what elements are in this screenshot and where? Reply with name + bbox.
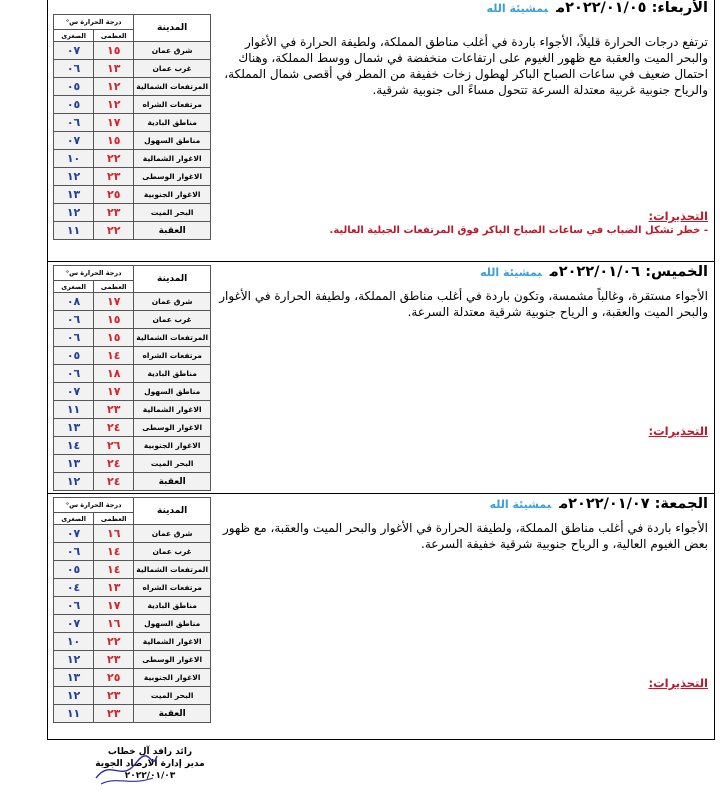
table-row (54, 222, 211, 240)
max-temp-cell: ٢٤ (94, 455, 134, 473)
table-row (54, 347, 211, 365)
table-row (54, 311, 211, 329)
min-temp-cell: ٠٤ (54, 579, 94, 597)
city-cell: مناطق البادية (134, 365, 211, 383)
city-cell: مناطق السهول (134, 383, 211, 401)
max-temp-cell: ٢٤ (94, 419, 134, 437)
header-temp: درجة الحرارة س° (54, 266, 134, 281)
table-row (54, 329, 211, 347)
max-temp-cell: ٢٣ (94, 705, 134, 723)
min-temp-cell: ٠٧ (54, 132, 94, 150)
signature-name: رائد رافد آل خطاب (107, 747, 193, 757)
min-temp-cell: ٠٦ (54, 329, 94, 347)
max-temp-cell: ١٥ (94, 132, 134, 150)
table-row (54, 615, 211, 633)
signature-title: مدير إدارة الارصاد الجوية (95, 759, 205, 769)
max-temp-cell: ١٦ (94, 525, 134, 543)
max-temp-cell: ١٧ (94, 114, 134, 132)
city-cell: الاغوار الجنوبية (134, 437, 211, 455)
max-temp-cell: ٢٣ (94, 687, 134, 705)
min-temp-cell: ١٣ (54, 455, 94, 473)
min-temp-cell: ٠٥ (54, 96, 94, 114)
inshallah-label: بمشيئة الله (489, 498, 552, 511)
city-cell: الاغوار الوسطى (134, 168, 211, 186)
inshallah-label: بمشيئة الله (486, 2, 549, 15)
min-temp-cell: ٠٦ (54, 311, 94, 329)
max-temp-cell: ١٣ (94, 579, 134, 597)
day-date: الخميس: ٢٠٢٢/٠١/٠٦م (549, 264, 708, 280)
city-cell: الاغوار الجنوبية (134, 669, 211, 687)
header-city: المدينة (134, 266, 211, 293)
city-cell: المرتفعات الشمالية (134, 561, 211, 579)
header-max: العظمى (94, 513, 134, 525)
day-heading (216, 496, 708, 512)
min-temp-cell: ١٣ (54, 419, 94, 437)
min-temp-cell: ٠٥ (54, 561, 94, 579)
min-temp-cell: ٠٧ (54, 615, 94, 633)
forecast-paragraph: الأجواء مستقرة، وغالباً مشمسة، وتكون باردة في أغلب مناطق المملكة، ولطيفة الحرارة في الأغوار والبحر الميت والعقبة، و الرياح جنوبية شرقية معتدلة السرعة. (219, 289, 708, 319)
city-cell: الاغوار الجنوبية (134, 186, 211, 204)
min-temp-cell: ١٢ (54, 473, 94, 491)
warnings-text: - خطر تشكل الضباب في ساعات الصباح الباكر فوق المرتفعات الجبلية العالية. (329, 225, 708, 236)
min-temp-cell: ١٢ (54, 168, 94, 186)
min-temp-cell: ١٣ (54, 186, 94, 204)
temperature-table (53, 497, 211, 723)
min-temp-cell: ٠٦ (54, 60, 94, 78)
header-city: المدينة (134, 15, 211, 42)
max-temp-cell: ٢٣ (94, 651, 134, 669)
min-temp-cell: ١١ (54, 222, 94, 240)
min-temp-cell: ١١ (54, 401, 94, 419)
min-temp-cell: ١٤ (54, 437, 94, 455)
temperature-table (53, 14, 211, 240)
city-cell: شرق عمان (134, 293, 211, 311)
city-cell: البحر الميت (134, 204, 211, 222)
city-cell: الاغوار الشمالية (134, 401, 211, 419)
table-row (54, 473, 211, 491)
max-temp-cell: ٢٤ (94, 473, 134, 491)
city-cell: الاغوار الشمالية (134, 150, 211, 168)
min-temp-cell: ٠٧ (54, 525, 94, 543)
max-temp-cell: ١٥ (94, 311, 134, 329)
min-temp-cell: ٠٧ (54, 42, 94, 60)
header-max: العظمى (94, 30, 134, 42)
forecast-paragraph: الأجواء باردة في أغلب مناطق المملكة، ولطيفة الحرارة في الأغوار والبحر الميت والعقبة، مع ظهور بعض الغيوم العالية، و الرياح جنوبية شرقية خفيفة السرعة. (222, 521, 708, 551)
table-row (54, 186, 211, 204)
table-row (54, 42, 211, 60)
city-cell: غرب عمان (134, 60, 211, 78)
max-temp-cell: ١٤ (94, 347, 134, 365)
city-cell: مرتفعات الشراه (134, 347, 211, 365)
city-cell: مرتفعات الشراه (134, 96, 211, 114)
warnings-title: التحذيرات: (648, 209, 708, 223)
table-row (54, 705, 211, 723)
table-row (54, 60, 211, 78)
table-row (54, 687, 211, 705)
signature-date: ٢٠٢٢/٠١/٠٣ (124, 771, 176, 781)
city-cell: البحر الميت (134, 687, 211, 705)
max-temp-cell: ٢٣ (94, 204, 134, 222)
day-block-1 (48, 0, 714, 262)
table-row (54, 597, 211, 615)
min-temp-cell: ١١ (54, 705, 94, 723)
max-temp-cell: ٢٢ (94, 150, 134, 168)
city-cell: العقبة (134, 705, 211, 723)
max-temp-cell: ١٧ (94, 383, 134, 401)
inshallah-label: بمشيئة الله (480, 266, 542, 279)
max-temp-cell: ٢٣ (94, 401, 134, 419)
signature-block (95, 746, 205, 782)
header-min: الصغرى (54, 281, 94, 293)
temperature-table (53, 265, 211, 491)
city-cell: غرب عمان (134, 543, 211, 561)
city-cell: غرب عمان (134, 311, 211, 329)
table-row (54, 150, 211, 168)
city-cell: الاغوار الوسطى (134, 651, 211, 669)
min-temp-cell: ١٠ (54, 633, 94, 651)
min-temp-cell: ٠٥ (54, 347, 94, 365)
max-temp-cell: ١٥ (94, 329, 134, 347)
city-cell: مناطق السهول (134, 615, 211, 633)
min-temp-cell: ٠٦ (54, 114, 94, 132)
max-temp-cell: ١٢ (94, 78, 134, 96)
max-temp-cell: ٢٦ (94, 437, 134, 455)
table-row (54, 669, 211, 687)
min-temp-cell: ٠٧ (54, 383, 94, 401)
max-temp-cell: ١٣ (94, 60, 134, 78)
city-cell: مناطق السهول (134, 132, 211, 150)
forecast-sheet (47, 0, 715, 740)
min-temp-cell: ٠٦ (54, 365, 94, 383)
city-cell: شرق عمان (134, 525, 211, 543)
max-temp-cell: ١٧ (94, 597, 134, 615)
table-row (54, 633, 211, 651)
header-min: الصغرى (54, 513, 94, 525)
max-temp-cell: ١٨ (94, 365, 134, 383)
header-city: المدينة (134, 498, 211, 525)
table-row (54, 561, 211, 579)
signature-scribble (91, 748, 161, 788)
max-temp-cell: ٢٥ (94, 669, 134, 687)
min-temp-cell: ١٢ (54, 204, 94, 222)
max-temp-cell: ٢٣ (94, 168, 134, 186)
header-temp: درجة الحرارة س° (54, 498, 134, 513)
city-cell: مناطق البادية (134, 597, 211, 615)
forecast-paragraph: ترتفع درجات الحرارة قليلاً، الأجواء باردة في أغلب مناطق المملكة، ولطيفة الحرارة في الأغوار والبحر الميت والعقبة مع ظهور الغيوم على ارتفاعات منخفضة في شمال ووسط المملكة، وهناك احتمال ضعيف في ساعات الصباح الباكر لهطول زخات خفيفة من المطر في أقصى شمال المملكة، والرياح جنوبية غربية معتدلة السرعة تتحول مساءً الى جنوبية شرقية. (224, 35, 708, 97)
table-row (54, 114, 211, 132)
max-temp-cell: ١٤ (94, 561, 134, 579)
city-cell: مناطق البادية (134, 114, 211, 132)
min-temp-cell: ١٣ (54, 669, 94, 687)
max-temp-cell: ٢٢ (94, 633, 134, 651)
table-row (54, 383, 211, 401)
city-cell: العقبة (134, 473, 211, 491)
city-cell: شرق عمان (134, 42, 211, 60)
min-temp-cell: ٠٦ (54, 597, 94, 615)
table-row (54, 293, 211, 311)
table-row (54, 543, 211, 561)
warnings-title: التحذيرات: (648, 424, 708, 438)
table-row (54, 401, 211, 419)
table-row (54, 525, 211, 543)
warnings-title: التحذيرات: (648, 676, 708, 690)
city-cell: العقبة (134, 222, 211, 240)
max-temp-cell: ١٥ (94, 42, 134, 60)
table-row (54, 365, 211, 383)
table-row (54, 437, 211, 455)
header-max: العظمى (94, 281, 134, 293)
max-temp-cell: ٢٢ (94, 222, 134, 240)
min-temp-cell: ١٢ (54, 687, 94, 705)
min-temp-cell: ١٠ (54, 150, 94, 168)
day-block-2 (48, 262, 714, 494)
day-date: الأربعاء: ٢٠٢٢/٠١/٠٥م (556, 0, 708, 16)
warnings-section (330, 209, 708, 236)
header-min: الصغرى (54, 30, 94, 42)
forecast-text (216, 496, 708, 690)
city-cell: البحر الميت (134, 455, 211, 473)
min-temp-cell: ١٢ (54, 651, 94, 669)
max-temp-cell: ١٤ (94, 543, 134, 561)
table-row (54, 579, 211, 597)
max-temp-cell: ١٦ (94, 615, 134, 633)
min-temp-cell: ٠٥ (54, 78, 94, 96)
table-row (54, 168, 211, 186)
table-row (54, 651, 211, 669)
city-cell: الاغوار الشمالية (134, 633, 211, 651)
city-cell: الاغوار الوسطى (134, 419, 211, 437)
header-temp: درجة الحرارة س° (54, 15, 134, 30)
day-block-3 (48, 494, 714, 740)
max-temp-cell: ١٧ (94, 293, 134, 311)
table-row (54, 455, 211, 473)
day-date: الجمعة: ٢٠٢٢/٠١/٠٧م (559, 496, 708, 512)
forecast-text (216, 0, 708, 236)
max-temp-cell: ٢٥ (94, 186, 134, 204)
day-heading (216, 264, 708, 280)
day-heading (216, 0, 708, 16)
warnings-section (649, 676, 708, 692)
forecast-text (216, 264, 708, 438)
city-cell: مرتفعات الشراه (134, 579, 211, 597)
warnings-section (649, 424, 708, 440)
table-row (54, 96, 211, 114)
city-cell: المرتفعات الشمالية (134, 78, 211, 96)
table-row (54, 204, 211, 222)
table-row (54, 78, 211, 96)
min-temp-cell: ٠٦ (54, 543, 94, 561)
city-cell: المرتفعات الشمالية (134, 329, 211, 347)
max-temp-cell: ١٢ (94, 96, 134, 114)
min-temp-cell: ٠٨ (54, 293, 94, 311)
table-row (54, 132, 211, 150)
table-row (54, 419, 211, 437)
